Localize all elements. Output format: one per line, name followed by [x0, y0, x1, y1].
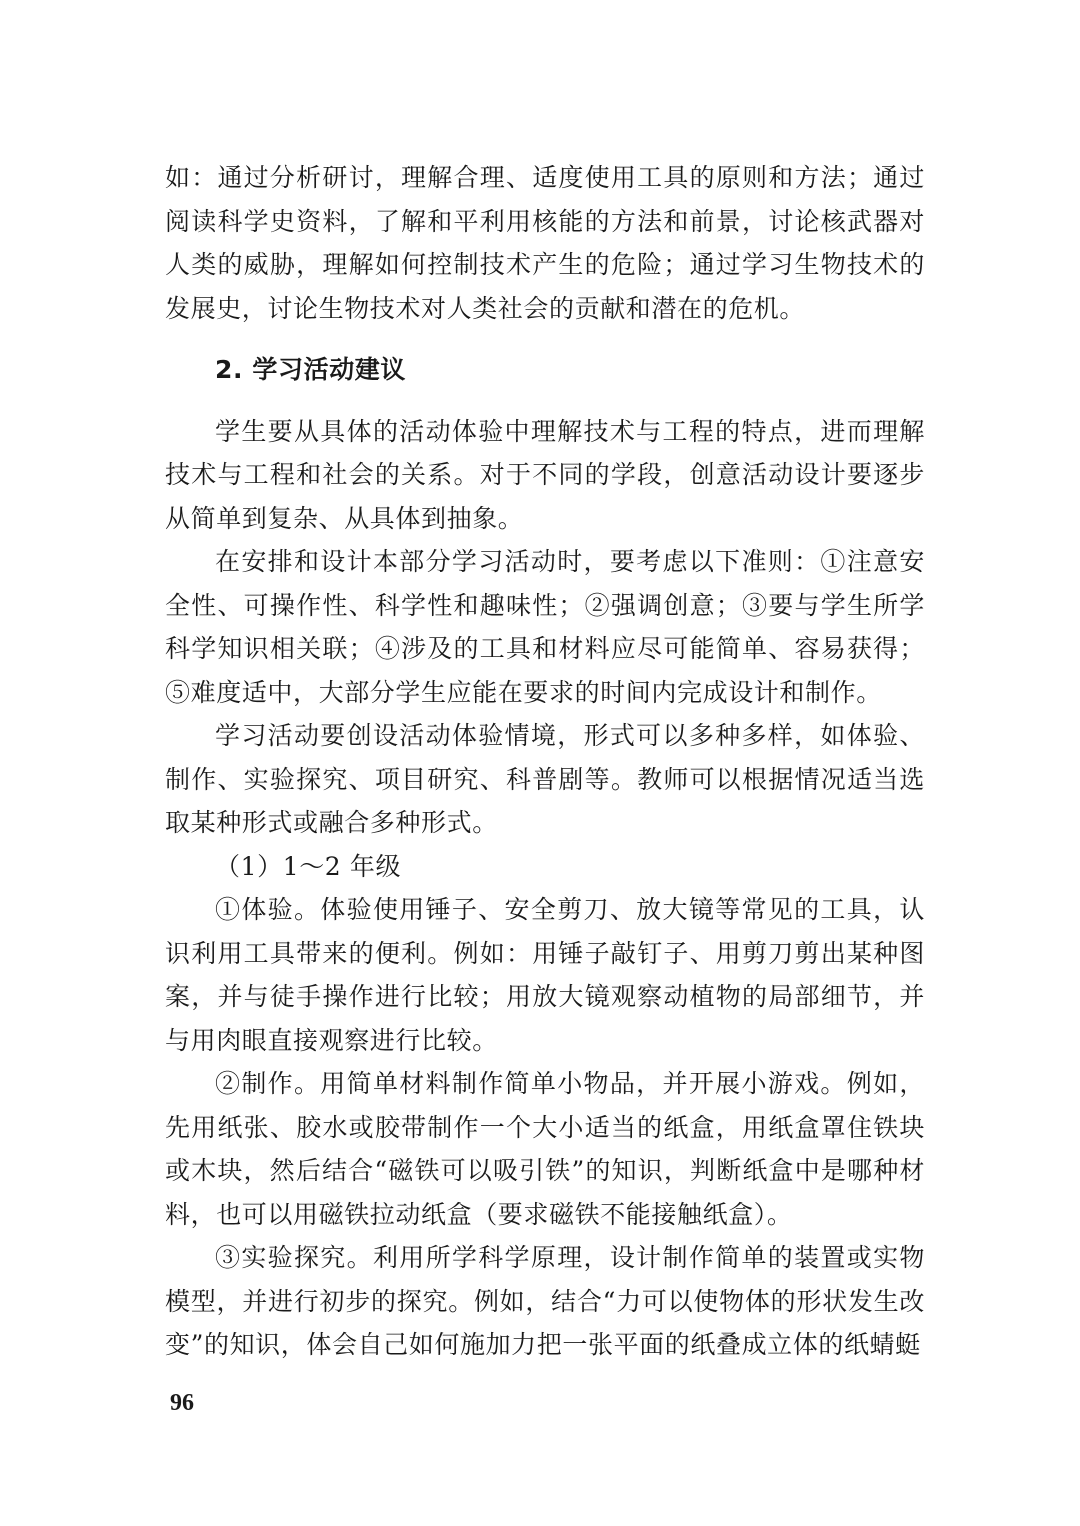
- page-body: [165, 156, 925, 1367]
- paragraph-2: 在安排和设计本部分学习活动时，要考虑以下准则：①注意安全性、可操作性、科学性和趣味性；②强调创意；③要与学生所学科学知识相关联；④涉及的工具和材料应尽可能简单、容易获得；⑤难度适中，大部分学生应能在要求的时间内完成设计和制作。: [165, 547, 925, 707]
- page-number: 96: [170, 1390, 194, 1416]
- paragraph-making: ②制作。用简单材料制作简单小物品，并开展小游戏。例如，先用纸张、胶水或胶带制作一个大小适当的纸盒，用纸盒罩住铁块或木块，然后结合“磁铁可以吸引铁”的知识，判断纸盒中是哪种材料，也可以用磁铁拉动纸盒（要求磁铁不能接触纸盒）。: [165, 1069, 925, 1229]
- section-heading: 2. 学习活动建议: [215, 355, 406, 384]
- paragraph-experience: ①体验。体验使用锤子、安全剪刀、放大镜等常见的工具，认识利用工具带来的便利。例如：用锤子敲钉子、用剪刀剪出某种图案，并与徒手操作进行比较；用放大镜观察动植物的局部细节，并与用肉眼直接观察进行比较。: [165, 895, 925, 1055]
- paragraph-3: 学习活动要创设活动体验情境，形式可以多种多样，如体验、制作、实验探究、项目研究、科普剧等。教师可以根据情况适当选取某种形式或融合多种形式。: [165, 721, 925, 837]
- paragraph-experiment: ③实验探究。利用所学科学原理，设计制作简单的装置或实物模型，并进行初步的探究。例如，结合“力可以使物体的形状发生改变”的知识，体会自己如何施加力把一张平面的纸叠成立体的纸蜻蜓: [165, 1243, 925, 1359]
- subheading-grade-1-2: （1）1～2 年级: [215, 851, 402, 881]
- paragraph-1: 学生要从具体的活动体验中理解技术与工程的特点，进而理解技术与工程和社会的关系。对于不同的学段，创意活动设计要逐步从简单到复杂、从具体到抽象。: [165, 416, 925, 533]
- paragraph-intro: 如：通过分析研讨，理解合理、适度使用工具的原则和方法；通过阅读科学史资料，了解和平利用核能的方法和前景，讨论核武器对人类的威胁，理解如何控制技术产生的危险；通过学习生物技术的发展史，讨论生物技术对人类社会的贡献和潜在的危机。: [165, 163, 925, 323]
